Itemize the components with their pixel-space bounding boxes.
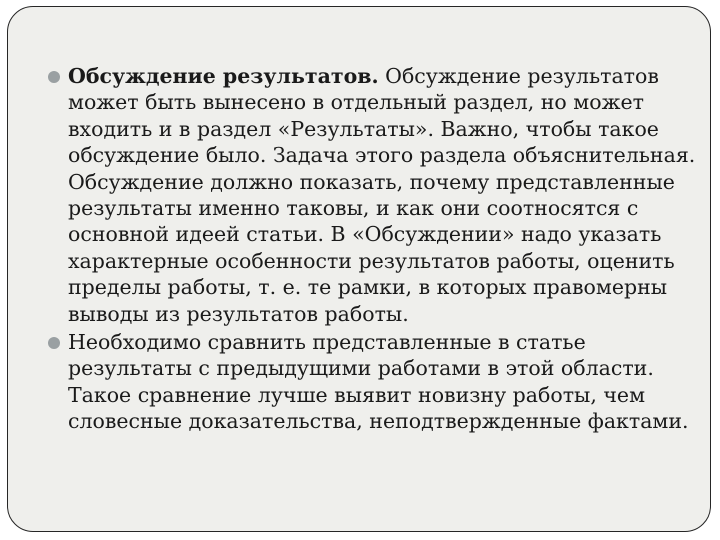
bullet-item-discussion [48, 63, 696, 327]
slide-frame [7, 6, 711, 532]
bullet-body-text: Обсуждение результатов может быть вынесено в отдельный раздел, но может входить и в раздел «Результаты». Важно, чтобы такое обсуждение было. Задача этого раздела объяснительная. Обсуждение должно показать, почему представленные результаты именно таковы, и как они соотносятся с основной идеей статьи. В «Обсуждении» надо указать характерные особенности результатов работы, оценить пределы работы, т. е. те рамки, в которых правомерны выводы из результатов работы. [68, 64, 696, 326]
slide-content [48, 63, 696, 437]
bullet-lead-text: Обсуждение результатов. [68, 64, 379, 88]
bullet-item-comparison [48, 329, 696, 435]
bullet-body-text: Необходимо сравнить представленные в статье результаты с предыдущими работами в этой области. Такое сравнение лучше выявит новизну работы, чем словесные доказательства, неподтвержденные фактами. [68, 330, 689, 434]
bullet-dot-icon [48, 71, 60, 83]
bullet-dot-icon [48, 337, 60, 349]
